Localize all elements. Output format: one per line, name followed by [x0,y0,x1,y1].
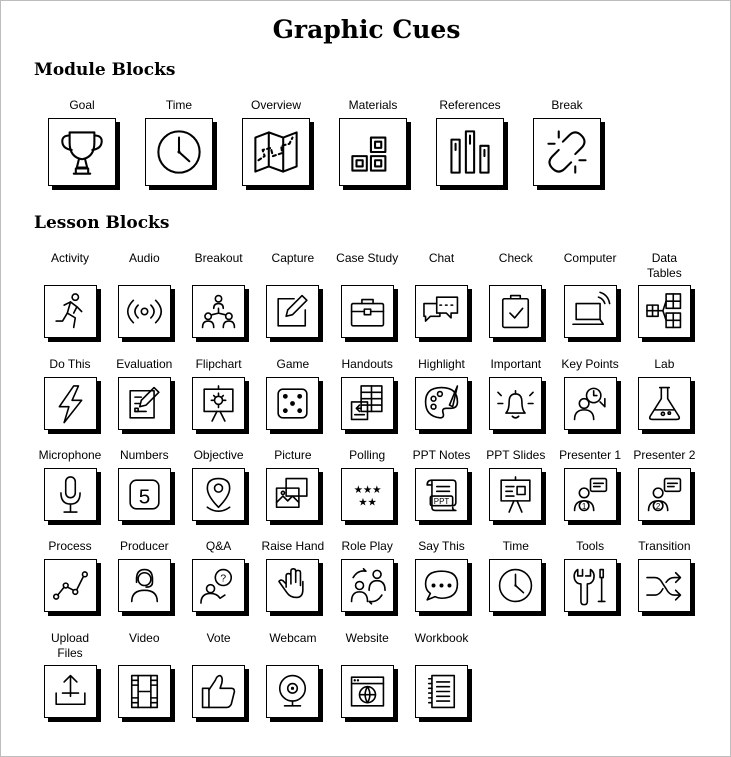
ppt-slides-icon [490,469,541,520]
clock-icon [146,119,212,185]
briefcase-tile [341,285,394,338]
picture-tile [266,468,319,521]
map-tile [242,118,310,186]
chat-bubbles-tile [415,285,468,338]
ppt-slides-tile [489,468,542,521]
boxes-label: Materials [348,98,398,112]
lightning-label: Do This [49,357,91,371]
key-points-label: Key Points [561,357,619,371]
svg-text:PPT: PPT [433,497,450,507]
svg-text:1: 1 [581,501,586,511]
group-label: Breakout [194,251,243,265]
role-play-label: Role Play [341,539,393,553]
question-person-tile [192,559,245,612]
shuffle-tile [638,559,691,612]
clipboard-check-tile [489,285,542,338]
microphone-label: Microphone [38,448,102,462]
headset-person-tile [118,559,171,612]
broadcast-label: Audio [128,251,160,265]
running-person-icon [45,286,96,337]
key-points-tile [564,377,617,430]
group-tile [192,285,245,338]
speech-bubble-tile [415,559,468,612]
hand-tile [266,559,319,612]
stars-icon [342,469,393,520]
palette-label: Highlight [418,357,465,371]
presenter-2-tile [638,468,691,521]
svg-text:2: 2 [655,501,661,511]
tools-icon [565,560,616,611]
speech-bubble-icon [416,560,467,611]
svg-text:★★: ★★ [357,497,377,509]
flask-label: Lab [654,357,675,371]
bell-icon [490,378,541,429]
question-person-label: Q&A [205,539,232,553]
process-label: Process [48,539,92,553]
upload-label: Upload Files [50,631,90,660]
microphone-tile [44,468,97,521]
number-five-tile [118,468,171,521]
film-tile [118,665,171,718]
role-play-tile [341,559,394,612]
website-label: Website [345,631,389,645]
broken-link-tile [533,118,601,186]
computer-label: Computer [563,251,617,265]
stars-label: Polling [349,448,386,462]
evaluation-icon [119,378,170,429]
broken-link-label: Break [551,98,583,112]
svg-text:★★★: ★★★ [353,484,382,496]
upload-tile [44,665,97,718]
picture-label: Picture [274,448,312,462]
key-points-icon [565,378,616,429]
microphone-icon [45,469,96,520]
flask-tile [638,377,691,430]
group-icon [193,286,244,337]
presenter-1-tile [564,468,617,521]
computer-icon [565,286,616,337]
clipboard-check-icon [490,286,541,337]
data-tables-label: Data Tables [647,251,682,280]
thumbs-up-icon [193,666,244,717]
hand-icon [267,560,318,611]
data-tables-tile [638,285,691,338]
flipchart-label: Flipchart [195,357,242,371]
books-icon [437,119,503,185]
broken-link-icon [534,119,600,185]
lesson-blocks-heading: Lesson Blocks [34,213,170,233]
ppt-notes-label: PPT Notes [412,448,471,462]
bell-label: Important [490,357,542,371]
boxes-icon [340,119,406,185]
bell-tile [489,377,542,430]
lightning-tile [44,377,97,430]
thumbs-up-tile [192,665,245,718]
upload-icon [45,666,96,717]
workbook-label: Workbook [414,631,469,645]
map-pin-icon [193,469,244,520]
chat-bubbles-icon [416,286,467,337]
handouts-icon [342,378,393,429]
map-pin-tile [192,468,245,521]
palette-tile [415,377,468,430]
headset-person-icon [119,560,170,611]
trophy-icon [49,119,115,185]
trophy-tile [48,118,116,186]
website-tile [341,665,394,718]
hand-label: Raise Hand [261,539,325,553]
svg-text:?: ? [220,573,227,585]
ppt-notes-icon [416,469,467,520]
film-label: Video [129,631,160,645]
boxes-tile [339,118,407,186]
website-icon [342,666,393,717]
dice-label: Game [276,357,310,371]
workbook-icon [416,666,467,717]
broadcast-icon [119,286,170,337]
tools-tile [564,559,617,612]
chat-bubbles-label: Chat [428,251,455,265]
webcam-tile [266,665,319,718]
number-five-icon [119,469,170,520]
svg-text:5: 5 [138,485,151,509]
map-label: Overview [250,98,301,112]
thumbs-up-label: Vote [206,631,231,645]
briefcase-icon [342,286,393,337]
process-icon [45,560,96,611]
data-tables-icon [639,286,690,337]
running-person-tile [44,285,97,338]
question-person-icon [193,560,244,611]
dice-tile [266,377,319,430]
clock-icon [490,560,541,611]
map-icon [243,119,309,185]
clock-label: Time [502,539,529,553]
briefcase-label: Case Study [336,251,399,265]
page-title: Graphic Cues [272,15,461,44]
handouts-label: Handouts [341,357,393,371]
webcam-label: Webcam [269,631,317,645]
process-tile [44,559,97,612]
evaluation-label: Evaluation [116,357,173,371]
module-blocks-heading: Module Blocks [34,60,176,80]
flipchart-icon [193,378,244,429]
clock-label: Time [165,98,193,112]
computer-tile [564,285,617,338]
broadcast-tile [118,285,171,338]
running-person-label: Activity [50,251,89,265]
webcam-icon [267,666,318,717]
ppt-notes-tile [415,468,468,521]
presenter-1-label: Presenter 1 [559,448,622,462]
books-tile [436,118,504,186]
dice-icon [267,378,318,429]
film-icon [119,666,170,717]
speech-bubble-label: Say This [418,539,465,553]
stars-tile [341,468,394,521]
pencil-square-tile [266,285,319,338]
presenter-2-label: Presenter 2 [633,448,696,462]
clock-tile [145,118,213,186]
presenter-2-icon [639,469,690,520]
ppt-slides-label: PPT Slides [486,448,546,462]
flipchart-tile [192,377,245,430]
picture-icon [267,469,318,520]
books-label: References [439,98,501,112]
workbook-tile [415,665,468,718]
map-pin-label: Objective [193,448,244,462]
evaluation-tile [118,377,171,430]
shuffle-icon [639,560,690,611]
tools-label: Tools [576,539,605,553]
clock-tile [489,559,542,612]
clipboard-check-label: Check [498,251,533,265]
pencil-square-icon [267,286,318,337]
lightning-icon [45,378,96,429]
pencil-square-label: Capture [271,251,315,265]
flask-icon [639,378,690,429]
role-play-icon [342,560,393,611]
presenter-1-icon [565,469,616,520]
headset-person-label: Producer [119,539,169,553]
palette-icon [416,378,467,429]
handouts-tile [341,377,394,430]
number-five-label: Numbers [119,448,169,462]
trophy-label: Goal [69,98,95,112]
shuffle-label: Transition [638,539,691,553]
